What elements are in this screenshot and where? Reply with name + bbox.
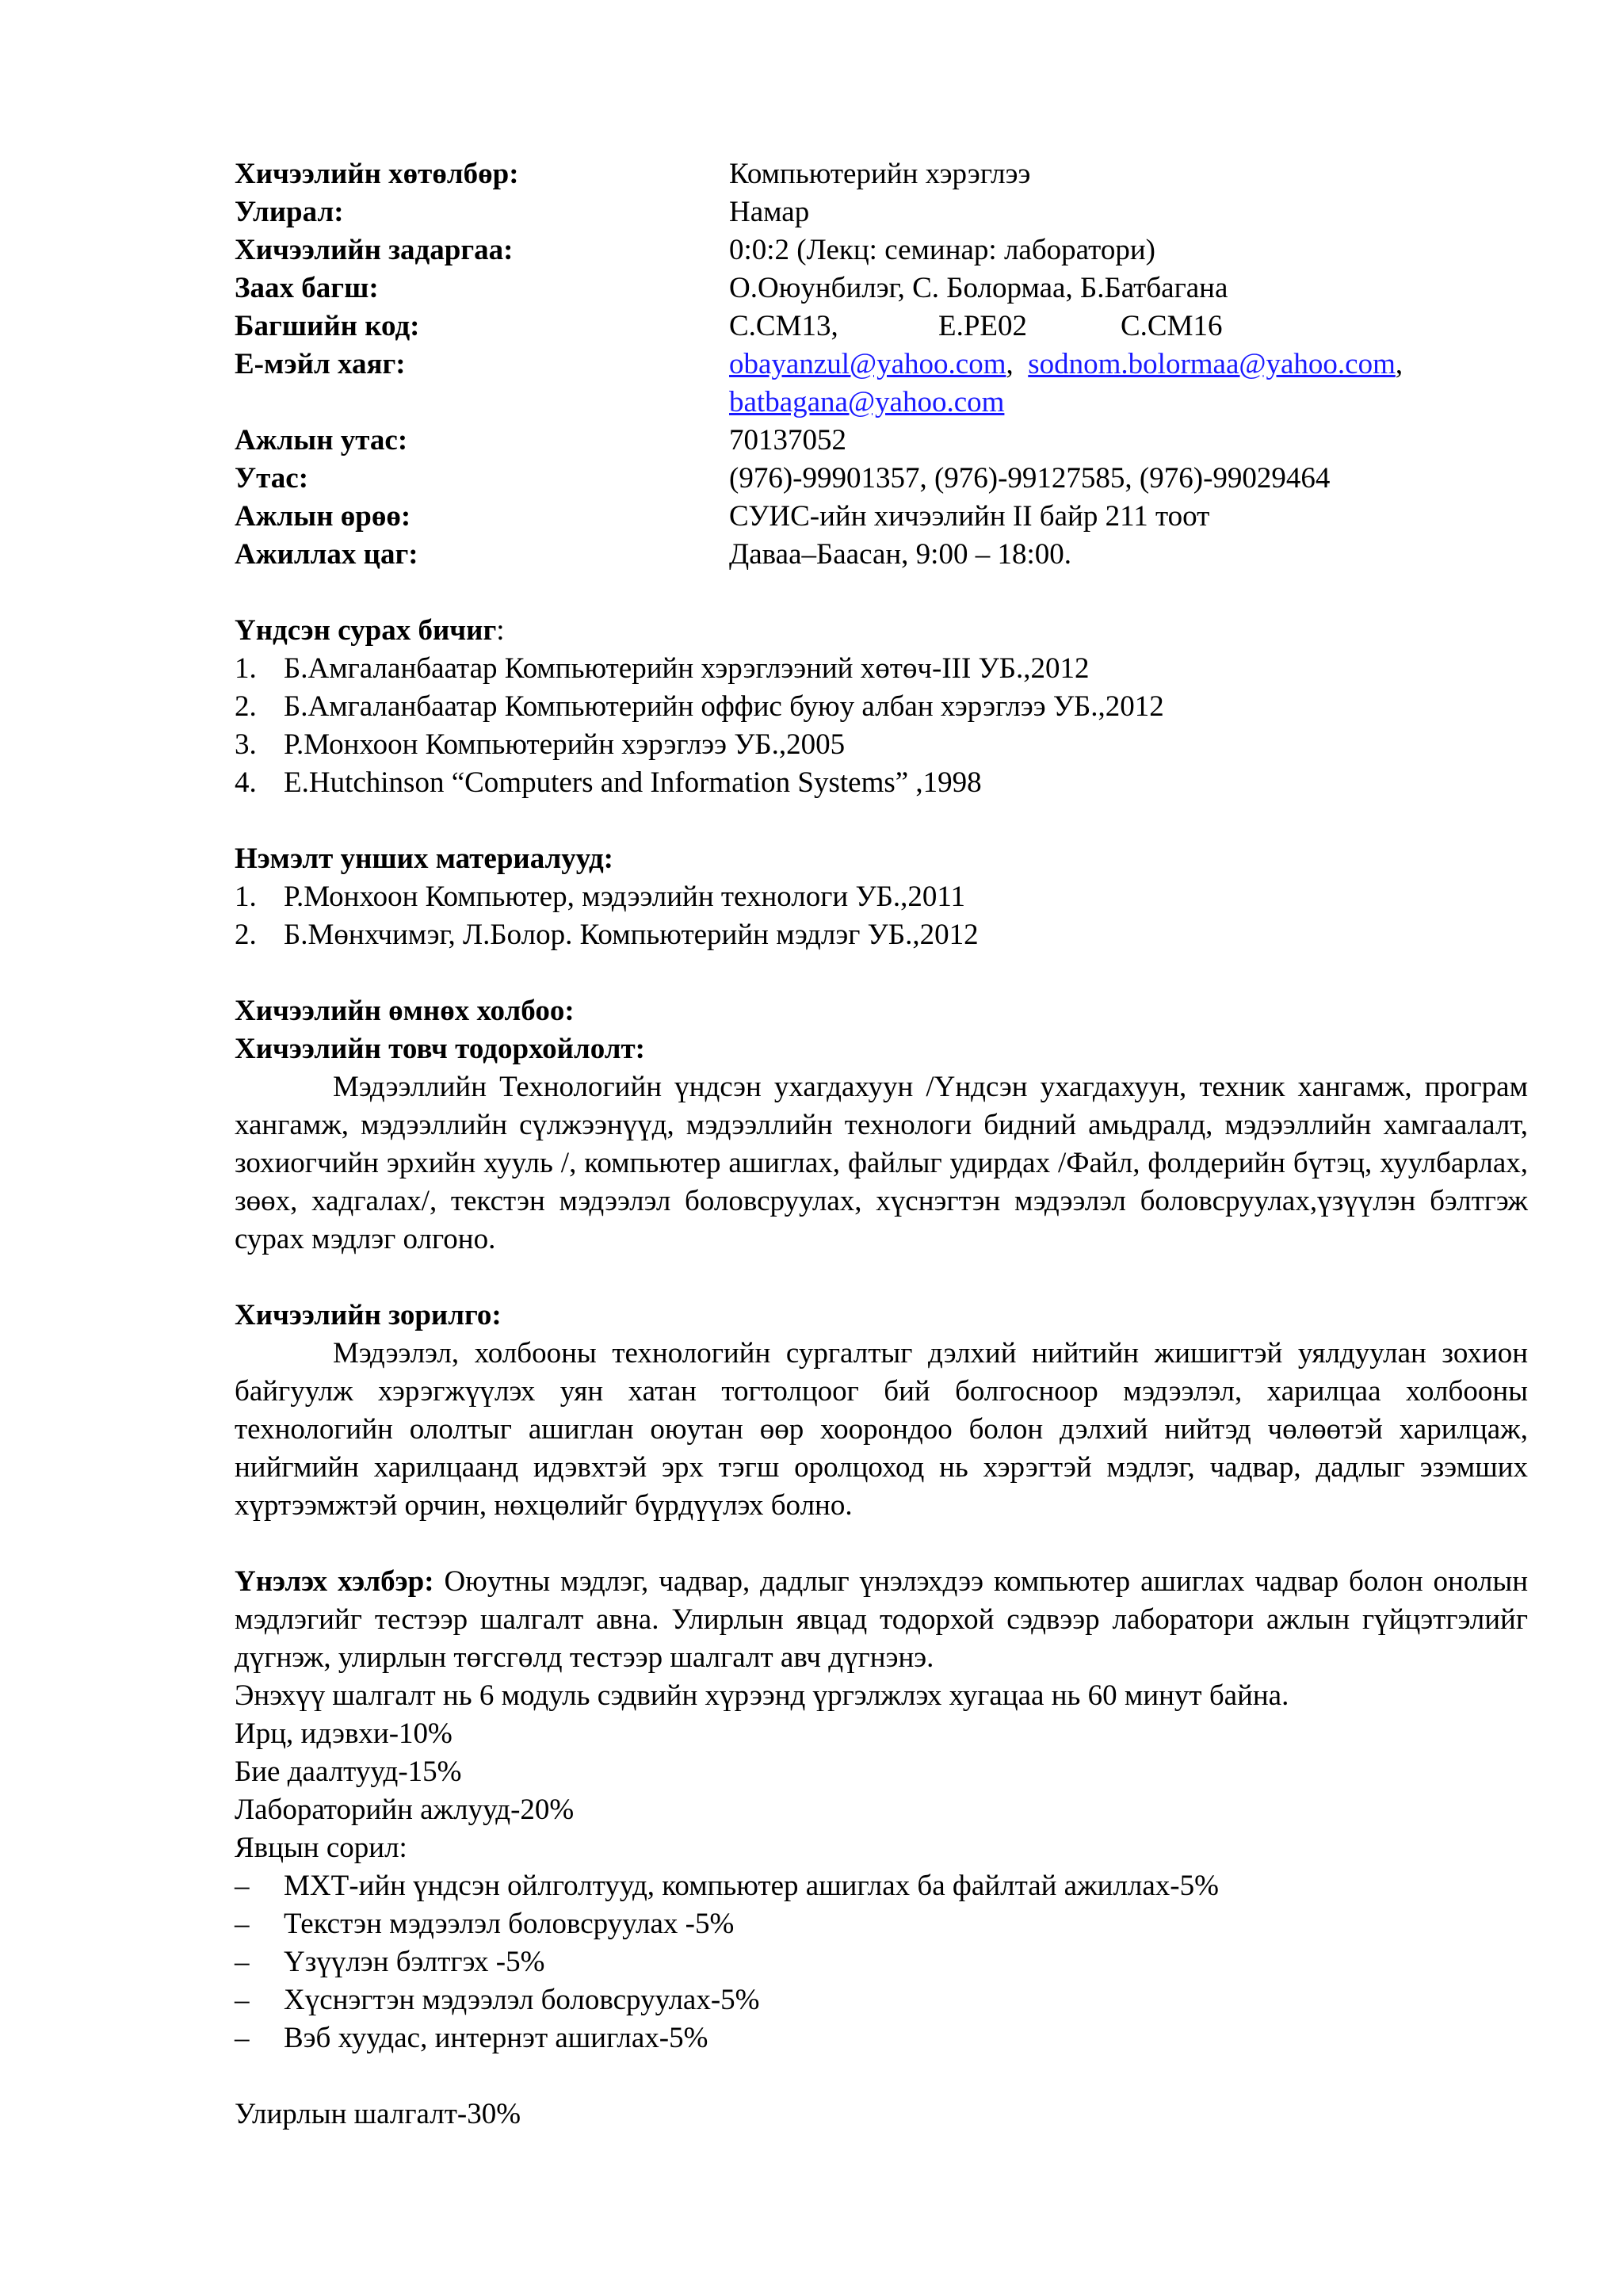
additional-materials-section: [235, 840, 1528, 954]
info-label: Заах багш:: [235, 272, 379, 304]
list-item: 1. Б.Амгаланбаатар Компьютерийн хэрэглээний хөтөч-III УБ.,2012: [235, 652, 1090, 685]
teacher-codes: [729, 308, 1528, 346]
list-item: 4. E.Hutchinson “Computers and Information Systems” ,1998: [235, 766, 982, 799]
email-link[interactable]: obayanzul@yahoo.com: [729, 348, 1006, 380]
info-row-work-phone: [235, 422, 1528, 460]
email-link[interactable]: sodnom.bolormaa@yahoo.com: [1028, 348, 1396, 380]
info-row-hours: [235, 536, 1528, 574]
textbook-list: [235, 650, 1528, 802]
info-row-teachers: [235, 269, 1528, 308]
info-label: Е-мэйл хаяг:: [235, 348, 406, 380]
info-value: (976)-99901357, (976)-99127585, (976)-99029464: [729, 462, 1331, 495]
info-value: 0:0:2 (Лекц: семинар: лаборатори): [729, 234, 1155, 266]
grade-line: Явцын сорил:: [235, 1832, 407, 1864]
info-label: Багшийн код:: [235, 310, 420, 342]
section-title: Үндсэн сурах бичиг:: [235, 614, 505, 647]
info-value: О.Оюунбилэг, С. Болормаа, Б.Батбагана: [729, 272, 1228, 304]
list-item: 3. Р.Монхоон Компьютерийн хэрэглээ УБ.,2005: [235, 728, 846, 761]
section-title: Нэмэлт унших материалууд:: [235, 842, 614, 875]
teacher-code: С.СМ16: [1121, 310, 1223, 342]
list-item: 2. Б.Амгаланбаатар Компьютерийн оффис буюу албан хэрэглээ УБ.,2012: [235, 690, 1164, 723]
info-row-email: [235, 346, 1528, 422]
email-link[interactable]: batbagana@yahoo.com: [729, 386, 1005, 418]
info-value: СУИС-ийн хичээлийн II байр 211 тоот: [729, 500, 1210, 533]
info-row-phone: [235, 460, 1528, 498]
info-row-program: [235, 155, 1528, 193]
description-text: Мэдээллийн Технологийн үндсэн ухагдахуун /Үндсэн ухагдахуун, техник хангамж, програм хангамж, мэдээллийн сүлжээнүүд, мэдээллийн технологи бидний амьдралд, мэдээллийн хамгаалалт, зохиогчийн эрхийн хууль /, компьютер ашиглах, файлыг удирдах /Файл, фолдерийн бүтэц, хуулбарлах, зөөх, хадгалах/, текстэн мэдээлэл боловсруулах, хүснэгтэн мэдээлэл боловсруулах,үзүүлэн бэлтгэж сурах мэдлэг олгоно.: [235, 1071, 1528, 1255]
info-label: Утас:: [235, 462, 309, 495]
additional-list: [235, 878, 1528, 954]
course-info-table: [235, 155, 1528, 574]
assessment-duration: Энэхүү шалгалт нь 6 модуль сэдвийн хүрээнд үргэлжлэх хугацаа нь 60 минут байна.: [235, 1679, 1289, 1712]
info-value: Намар: [729, 196, 810, 228]
progress-test-list: [235, 1867, 1528, 2057]
info-row-breakdown: [235, 231, 1528, 269]
info-label: Ажиллах цаг:: [235, 538, 418, 571]
grade-line: Лабораторийн ажлууд-20%: [235, 1794, 575, 1826]
list-item: – Үзүүлэн бэлтгэх -5%: [235, 1946, 545, 1978]
assessment-title: Үнэлэх хэлбэр:: [235, 1565, 434, 1598]
info-row-office: [235, 498, 1528, 536]
info-label: Хичээлийн задаргаа:: [235, 234, 514, 266]
info-label: Улирал:: [235, 196, 344, 228]
info-label: Ажлын утас:: [235, 424, 408, 457]
goal-text: Мэдээлэл, холбооны технологийн сургалтыг дэлхий нийтийн жишигтэй уялдуулан зохион байгуулж хэрэгжүүлэх уян хатан тогтолцоог бий болгосноор мэдээлэл, харилцаа холбооны технологийн ололтыг ашиглан оюутан өөр хоорондоо болон дэлхий нийтэд чөлөөтэй харилцаж, нийгмийн харилцаанд идэвхтэй эрх тэгш оролцоход нь хэрэгтэй мэдлэг, чадвар, дадлыг эзэмших хүртээмжтэй орчин, нөхцөлийг бүрдүүлэх болно.: [235, 1337, 1528, 1522]
list-item: – Текстэн мэдээлэл боловсруулах -5%: [235, 1908, 735, 1940]
prerequisite-title: Хичээлийн өмнөх холбоо:: [235, 995, 575, 1027]
info-value: 70137052: [729, 424, 846, 457]
syllabus-page: [235, 155, 1528, 2134]
list-item: – Хүснэгтэн мэдээлэл боловсруулах-5%: [235, 1984, 760, 2016]
final-exam-line: Улирлын шалгалт-30%: [235, 2098, 521, 2130]
info-label: Ажлын өрөө:: [235, 500, 411, 533]
teacher-code: Е.РЕ02: [938, 310, 1028, 342]
assessment-text: Үнэлэх хэлбэр: Оюутны мэдлэг, чадвар, дадлыг үнэлэхдээ компьютер ашиглах чадвар болон онолын мэдлэгийг тестээр шалгалт авна. Улирлын явцад тодорхой сэдвээр лаборатори ажлын гүйцэтгэлийг дүгнэж, улирлын төгсгөлд тестээр шалгалт авч дүгнэнэ.: [235, 1565, 1528, 1674]
goal-title: Хичээлийн зорилго:: [235, 1299, 502, 1331]
info-value: Компьютерийн хэрэглээ: [729, 158, 1031, 190]
list-item: – МХТ-ийн үндсэн ойлголтууд, компьютер ашиглах ба файлтай ажиллах-5%: [235, 1870, 1219, 1902]
description-title: Хичээлийн товч тодорхойлолт:: [235, 1033, 645, 1065]
grade-line: Бие даалтууд-15%: [235, 1755, 462, 1788]
grade-line: Ирц, идэвхи-10%: [235, 1717, 453, 1750]
info-row-teacher-codes: [235, 308, 1528, 346]
list-item: 2. Б.Мөнхчимэг, Л.Болор. Компьютерийн мэдлэг УБ.,2012: [235, 919, 979, 951]
teacher-code: С.СМ13,: [729, 310, 838, 342]
list-item: 1. Р.Монхоон Компьютер, мэдээлийн технологи УБ.,2011: [235, 881, 966, 913]
info-row-semester: [235, 193, 1528, 231]
list-item: – Вэб хуудас, интернэт ашиглах-5%: [235, 2022, 708, 2054]
email-list: obayanzul@yahoo.com, sodnom.bolormaa@yahoo.com, batbagana@yahoo.com: [729, 348, 1403, 418]
info-label: Хичээлийн хөтөлбөр:: [235, 158, 519, 190]
textbooks-section: [235, 612, 1528, 802]
assessment-section: [235, 1563, 1528, 2134]
info-value: Даваа–Баасан, 9:00 – 18:00.: [729, 538, 1071, 571]
